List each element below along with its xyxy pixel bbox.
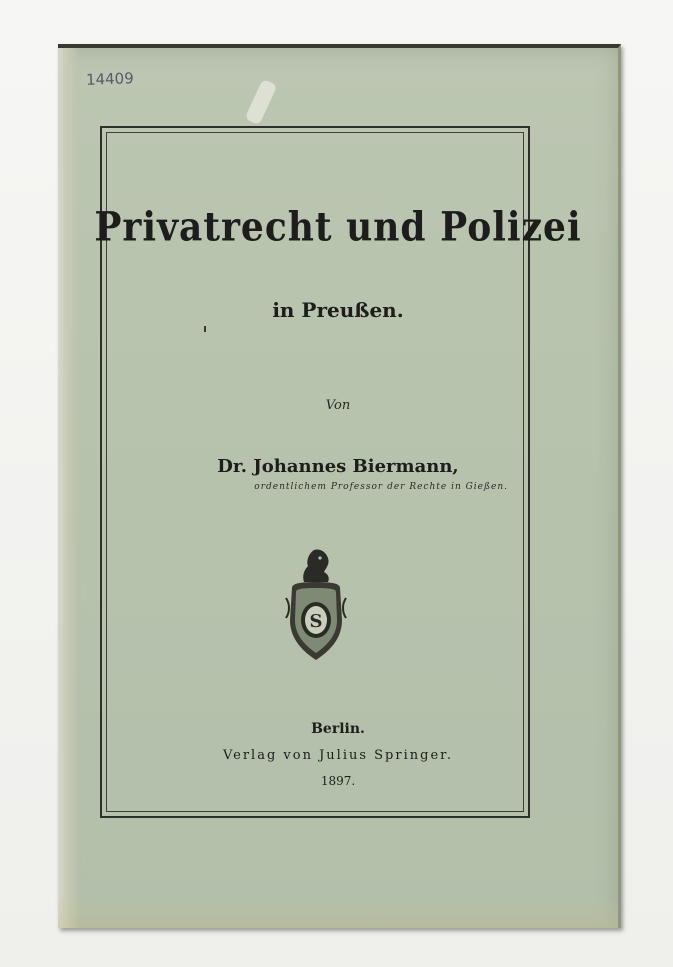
publication-city: Berlin.: [311, 721, 365, 737]
author-name: Dr. Johannes Biermann,: [217, 456, 459, 477]
author-description: ordentlichem Professor der Rechte in Gießen.: [254, 482, 508, 492]
cover-scuff: [244, 79, 277, 126]
svg-text:S: S: [309, 611, 323, 632]
publication-year: 1897.: [320, 774, 356, 788]
publisher-emblem-icon: [284, 548, 348, 663]
publisher-name: Verlag von Julius Springer.: [222, 748, 454, 763]
book-subtitle: in Preußen.: [272, 298, 404, 322]
book-cover: [58, 44, 621, 928]
book-title: Privatrecht und Polizei: [94, 203, 582, 251]
by-label: Von: [325, 398, 351, 413]
cover-spine-wear: [58, 48, 80, 928]
ink-speck: [204, 326, 206, 332]
handwritten-catalog-number: 14409: [85, 69, 135, 89]
cover-bottom-stain: [58, 898, 618, 928]
